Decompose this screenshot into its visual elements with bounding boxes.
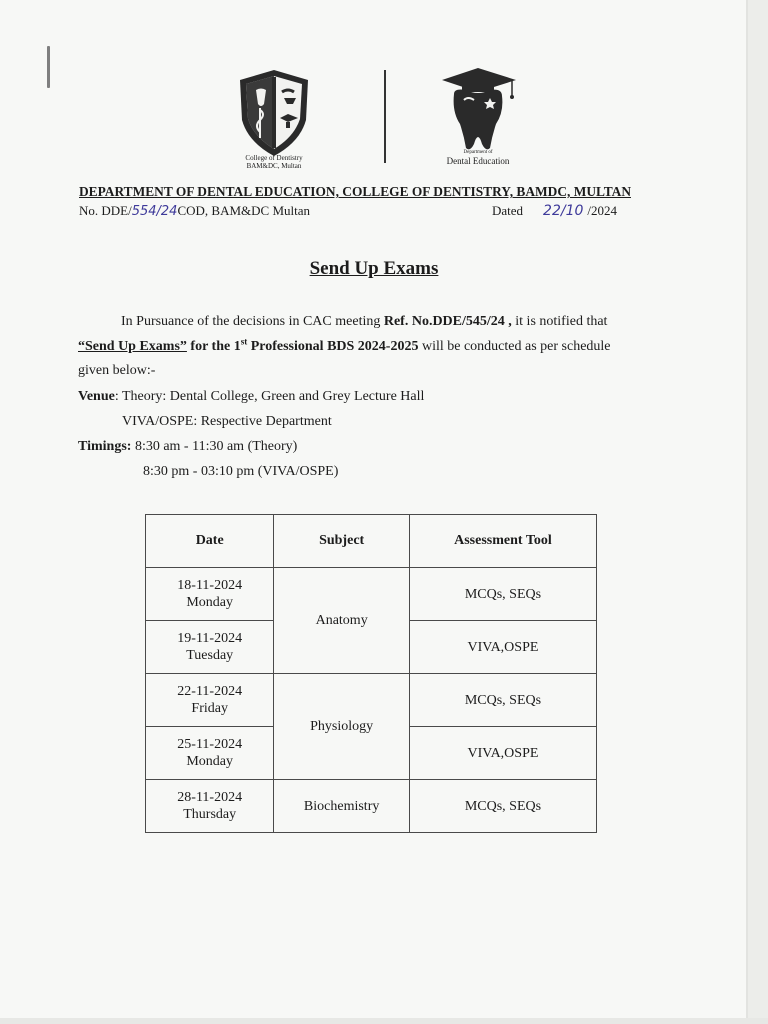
college-of-dentistry-shield-logo [236,68,312,158]
date-value: 28-11-2024 [177,790,243,805]
right-logo-caption-small: Department of [463,150,493,155]
body-line2-sup: st [240,336,248,347]
tool-cell: MCQs, SEQs [409,568,596,621]
subject-cell: Biochemistry [274,780,410,833]
header-date: Date [146,515,274,568]
dated-handwritten: 22/10 [543,203,584,219]
table-row [146,568,597,621]
day-value: Monday [186,754,234,769]
right-logo-caption [418,150,538,166]
ref-prefix: No. DDE/ [79,203,132,218]
logo-divider [384,70,386,163]
body-line-1 [121,313,607,331]
left-logo-caption-line2: BAM&DC, Multan [246,162,302,170]
date-value: 19-11-2024 [177,631,243,646]
date-cell [146,621,274,674]
timings-theory: 8:30 am - 11:30 am (Theory) [131,439,298,454]
tool-cell: VIVA,OSPE [409,621,596,674]
left-logo-caption-line1: College of Dentistry [245,154,303,162]
table-row [146,780,597,833]
page-title: Send Up Exams [309,258,439,279]
body-line1-ref: Ref. No.DDE/545/24 , [383,314,512,329]
body-line2-program: Professional BDS 2024-2025 [247,339,419,354]
body-line2-for: for the 1 [186,339,241,354]
right-logo-caption-big: Dental Education [446,156,510,166]
date-value: 25-11-2024 [177,737,243,752]
table-header-row [146,515,597,568]
body-line2-tail: will be conducted as per schedule [418,339,611,354]
reference-number [79,203,310,219]
body-line1-tail: it is notified that [511,314,608,329]
timings-viva: 8:30 pm - 03:10 pm (VIVA/OSPE) [143,464,339,479]
tool-cell: VIVA,OSPE [409,727,596,780]
venue-theory: : Theory: Dental College, Green and Grey Lecture Hall [114,389,425,404]
day-value: Monday [186,595,234,610]
venue-viva: VIVA/OSPE: Respective Department [122,414,332,429]
page-edge-bottom [0,1018,768,1024]
venue-theory-line [78,388,424,406]
date-value: 18-11-2024 [177,578,243,593]
body-line2-exam-name: “Send Up Exams” [78,339,187,354]
day-value: Tuesday [186,648,234,663]
day-value: Thursday [183,807,237,822]
date-cell [146,780,274,833]
left-logo-caption [214,154,334,170]
dated-label: Dated [492,203,524,218]
department-header: DEPARTMENT OF DENTAL EDUCATION, COLLEGE OF DENTISTRY, BAMDC, MULTAN [79,184,631,199]
subject-cell: Physiology [274,674,410,780]
day-value: Friday [191,701,228,716]
header-subject: Subject [274,515,410,568]
page-edge [748,0,768,1024]
body-line-2 [78,338,611,356]
date-cell [146,727,274,780]
date-line [492,203,617,219]
ref-handwritten: 554/24 [131,204,178,219]
tool-cell: MCQs, SEQs [409,674,596,727]
exam-schedule-table [145,514,597,833]
date-value: 22-11-2024 [177,684,243,699]
date-cell [146,674,274,727]
body-line-3: given below:- [78,363,156,378]
dated-year: /2024 [587,203,618,218]
date-cell [146,568,274,621]
tool-cell: MCQs, SEQs [409,780,596,833]
ref-suffix: COD, BAM&DC Multan [177,203,311,218]
scan-mark [47,46,50,88]
venue-label: Venue [78,389,115,404]
timings-theory-line [78,438,297,456]
subject-cell: Anatomy [274,568,410,674]
header-assessment-tool: Assessment Tool [409,515,596,568]
body-line1-text: In Pursuance of the decisions in CAC meeting [121,314,384,329]
timings-label: Timings: [78,439,132,454]
table-row [146,674,597,727]
dental-education-tooth-logo [436,66,520,152]
